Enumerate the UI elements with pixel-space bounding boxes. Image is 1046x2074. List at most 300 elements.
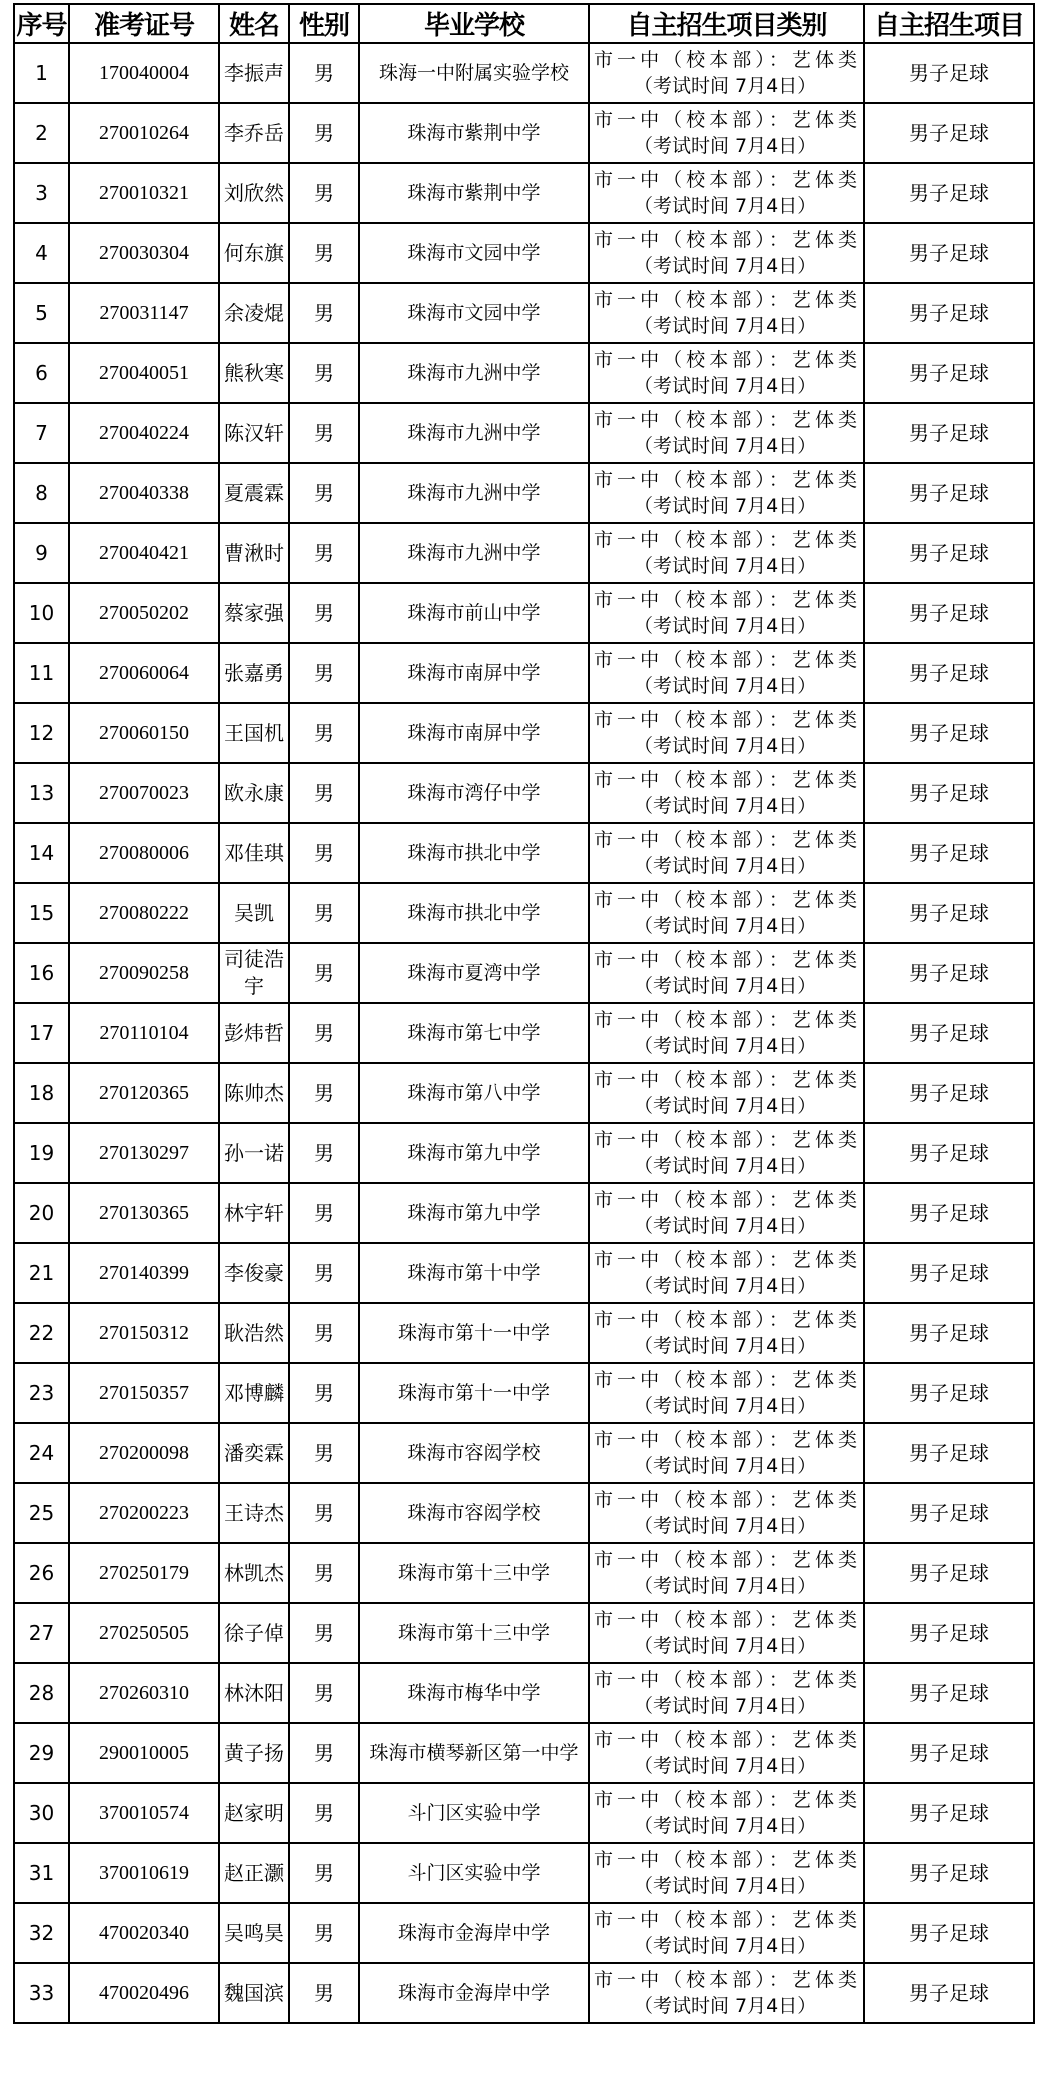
- cell-school: 珠海市容闳学校: [359, 1483, 589, 1543]
- cell-project: 男子足球: [864, 823, 1034, 883]
- category-line-2: （考试时间 7月4日）: [634, 1815, 817, 1837]
- table-row: [14, 1243, 1034, 1303]
- cell-project: 男子足球: [864, 1363, 1034, 1423]
- cell-category: [589, 223, 864, 283]
- cell-project: 男子足球: [864, 343, 1034, 403]
- table-row: [14, 1963, 1034, 2023]
- cell-category: [589, 1543, 864, 1603]
- cell-exam-no: 270140399: [69, 1243, 219, 1303]
- admission-roster-table: [13, 3, 1035, 2024]
- cell-school: 珠海市横琴新区第一中学: [359, 1723, 589, 1783]
- cell-school: 珠海市夏湾中学: [359, 943, 589, 1003]
- cell-school: 珠海市南屏中学: [359, 643, 589, 703]
- cell-project: 男子足球: [864, 1123, 1034, 1183]
- cell-seq: 23: [14, 1363, 69, 1423]
- category-line-2: （考试时间 7月4日）: [634, 1155, 817, 1177]
- table-row: [14, 1363, 1034, 1423]
- category-line-1: 市一中（校本部）：艺体类: [594, 1609, 857, 1631]
- category-line-2: （考试时间 7月4日）: [634, 1395, 817, 1417]
- cell-school: 珠海市拱北中学: [359, 883, 589, 943]
- category-line-2: （考试时间 7月4日）: [634, 1635, 817, 1657]
- cell-category: [589, 1423, 864, 1483]
- cell-project: 男子足球: [864, 883, 1034, 943]
- table-row: [14, 403, 1034, 463]
- cell-category: [589, 1363, 864, 1423]
- cell-exam-no: 270040421: [69, 523, 219, 583]
- cell-gender: 男: [289, 1063, 359, 1123]
- cell-name: 王诗杰: [219, 1483, 289, 1543]
- cell-project: 男子足球: [864, 943, 1034, 1003]
- category-line-2: （考试时间 7月4日）: [634, 1935, 817, 1957]
- cell-gender: 男: [289, 703, 359, 763]
- cell-seq: 20: [14, 1183, 69, 1243]
- category-line-1: 市一中（校本部）：艺体类: [594, 1849, 857, 1871]
- category-line-1: 市一中（校本部）：艺体类: [594, 229, 857, 251]
- cell-project: 男子足球: [864, 763, 1034, 823]
- cell-exam-no: 270200098: [69, 1423, 219, 1483]
- cell-seq: 11: [14, 643, 69, 703]
- category-line-1: 市一中（校本部）：艺体类: [594, 349, 857, 371]
- cell-school: 珠海市拱北中学: [359, 823, 589, 883]
- category-line-2: （考试时间 7月4日）: [634, 615, 817, 637]
- cell-category: [589, 1903, 864, 1963]
- category-line-1: 市一中（校本部）：艺体类: [594, 289, 857, 311]
- cell-school: 珠海市前山中学: [359, 583, 589, 643]
- cell-school: 珠海市第九中学: [359, 1123, 589, 1183]
- cell-seq: 19: [14, 1123, 69, 1183]
- cell-name: 魏国滨: [219, 1963, 289, 2023]
- cell-name: 孙一诺: [219, 1123, 289, 1183]
- category-line-2: （考试时间 7月4日）: [634, 495, 817, 517]
- category-line-1: 市一中（校本部）：艺体类: [594, 949, 857, 971]
- cell-exam-no: 270060064: [69, 643, 219, 703]
- cell-name: 刘欣然: [219, 163, 289, 223]
- cell-school: 珠海市九洲中学: [359, 463, 589, 523]
- cell-exam-no: 270050202: [69, 583, 219, 643]
- cell-exam-no: 270150357: [69, 1363, 219, 1423]
- cell-school: 珠海一中附属实验学校: [359, 43, 589, 103]
- cell-name: 吴凯: [219, 883, 289, 943]
- cell-gender: 男: [289, 1963, 359, 2023]
- category-line-1: 市一中（校本部）：艺体类: [594, 1009, 857, 1031]
- category-line-2: （考试时间 7月4日）: [634, 255, 817, 277]
- cell-exam-no: 270010264: [69, 103, 219, 163]
- cell-category: [589, 823, 864, 883]
- category-line-1: 市一中（校本部）：艺体类: [594, 1369, 857, 1391]
- category-line-2: （考试时间 7月4日）: [634, 1695, 817, 1717]
- cell-seq: 8: [14, 463, 69, 523]
- cell-exam-no: 270080222: [69, 883, 219, 943]
- cell-category: [589, 643, 864, 703]
- category-line-1: 市一中（校本部）：艺体类: [594, 1549, 857, 1571]
- cell-category: [589, 1303, 864, 1363]
- table-row: [14, 763, 1034, 823]
- cell-project: 男子足球: [864, 1063, 1034, 1123]
- cell-school: 珠海市容闳学校: [359, 1423, 589, 1483]
- cell-category: [589, 403, 864, 463]
- header-category: 自主招生项目类别: [589, 4, 864, 43]
- cell-exam-no: 270070023: [69, 763, 219, 823]
- cell-exam-no: 270030304: [69, 223, 219, 283]
- cell-school: 珠海市南屏中学: [359, 703, 589, 763]
- cell-gender: 男: [289, 463, 359, 523]
- category-line-1: 市一中（校本部）：艺体类: [594, 889, 857, 911]
- table-row: [14, 1843, 1034, 1903]
- cell-name: 赵家明: [219, 1783, 289, 1843]
- cell-project: 男子足球: [864, 223, 1034, 283]
- cell-gender: 男: [289, 1603, 359, 1663]
- cell-category: [589, 343, 864, 403]
- table-row: [14, 823, 1034, 883]
- table-row: [14, 883, 1034, 943]
- cell-category: [589, 703, 864, 763]
- cell-seq: 4: [14, 223, 69, 283]
- cell-name: 陈汉轩: [219, 403, 289, 463]
- cell-category: [589, 583, 864, 643]
- cell-seq: 25: [14, 1483, 69, 1543]
- cell-name: 林宇轩: [219, 1183, 289, 1243]
- cell-gender: 男: [289, 223, 359, 283]
- cell-project: 男子足球: [864, 1423, 1034, 1483]
- category-line-2: （考试时间 7月4日）: [634, 1215, 817, 1237]
- table-row: [14, 703, 1034, 763]
- category-line-2: （考试时间 7月4日）: [634, 1095, 817, 1117]
- category-line-2: （考试时间 7月4日）: [634, 855, 817, 877]
- cell-gender: 男: [289, 1303, 359, 1363]
- category-line-1: 市一中（校本部）：艺体类: [594, 829, 857, 851]
- cell-project: 男子足球: [864, 523, 1034, 583]
- cell-project: 男子足球: [864, 403, 1034, 463]
- table-row: [14, 943, 1034, 1003]
- cell-category: [589, 1663, 864, 1723]
- cell-seq: 9: [14, 523, 69, 583]
- category-line-2: （考试时间 7月4日）: [634, 1755, 817, 1777]
- cell-school: 珠海市梅华中学: [359, 1663, 589, 1723]
- cell-seq: 31: [14, 1843, 69, 1903]
- cell-project: 男子足球: [864, 1183, 1034, 1243]
- cell-school: 珠海市九洲中学: [359, 343, 589, 403]
- cell-exam-no: 270060150: [69, 703, 219, 763]
- category-line-1: 市一中（校本部）：艺体类: [594, 1309, 857, 1331]
- cell-category: [589, 283, 864, 343]
- cell-project: 男子足球: [864, 1723, 1034, 1783]
- cell-name: 曹湫时: [219, 523, 289, 583]
- cell-exam-no: 270010321: [69, 163, 219, 223]
- cell-category: [589, 103, 864, 163]
- cell-school: 珠海市文园中学: [359, 223, 589, 283]
- category-line-2: （考试时间 7月4日）: [634, 1335, 817, 1357]
- cell-project: 男子足球: [864, 163, 1034, 223]
- cell-name: 邓博麟: [219, 1363, 289, 1423]
- category-line-2: （考试时间 7月4日）: [634, 1995, 817, 2017]
- cell-project: 男子足球: [864, 703, 1034, 763]
- cell-category: [589, 1003, 864, 1063]
- category-line-2: （考试时间 7月4日）: [634, 135, 817, 157]
- cell-category: [589, 1123, 864, 1183]
- category-line-1: 市一中（校本部）：艺体类: [594, 1909, 857, 1931]
- cell-school: 珠海市第九中学: [359, 1183, 589, 1243]
- cell-seq: 22: [14, 1303, 69, 1363]
- cell-gender: 男: [289, 1543, 359, 1603]
- category-line-1: 市一中（校本部）：艺体类: [594, 1669, 857, 1691]
- cell-exam-no: 270260310: [69, 1663, 219, 1723]
- cell-seq: 33: [14, 1963, 69, 2023]
- category-line-2: （考试时间 7月4日）: [634, 315, 817, 337]
- table-row: [14, 1303, 1034, 1363]
- category-line-2: （考试时间 7月4日）: [634, 735, 817, 757]
- category-line-2: （考试时间 7月4日）: [634, 1875, 817, 1897]
- cell-category: [589, 1063, 864, 1123]
- category-line-1: 市一中（校本部）：艺体类: [594, 1069, 857, 1091]
- category-line-1: 市一中（校本部）：艺体类: [594, 709, 857, 731]
- table-row: [14, 1063, 1034, 1123]
- cell-name: 李乔岳: [219, 103, 289, 163]
- cell-seq: 10: [14, 583, 69, 643]
- cell-project: 男子足球: [864, 283, 1034, 343]
- cell-category: [589, 1963, 864, 2023]
- cell-name: 徐子倬: [219, 1603, 289, 1663]
- header-seq: 序号: [14, 4, 69, 43]
- table-row: [14, 1123, 1034, 1183]
- category-line-1: 市一中（校本部）：艺体类: [594, 1969, 857, 1991]
- category-line-2: （考试时间 7月4日）: [634, 795, 817, 817]
- cell-school: 珠海市第十三中学: [359, 1603, 589, 1663]
- cell-name: 陈帅杰: [219, 1063, 289, 1123]
- cell-name: 李俊豪: [219, 1243, 289, 1303]
- header-project: 自主招生项目: [864, 4, 1034, 43]
- cell-name: 欧永康: [219, 763, 289, 823]
- table-row: [14, 1183, 1034, 1243]
- category-line-1: 市一中（校本部）：艺体类: [594, 529, 857, 551]
- category-line-1: 市一中（校本部）：艺体类: [594, 1129, 857, 1151]
- cell-seq: 13: [14, 763, 69, 823]
- cell-exam-no: 270130365: [69, 1183, 219, 1243]
- cell-seq: 2: [14, 103, 69, 163]
- cell-gender: 男: [289, 943, 359, 1003]
- header-school: 毕业学校: [359, 4, 589, 43]
- cell-school: 珠海市第七中学: [359, 1003, 589, 1063]
- table-row: [14, 523, 1034, 583]
- cell-name: 蔡家强: [219, 583, 289, 643]
- category-line-2: （考试时间 7月4日）: [634, 435, 817, 457]
- cell-name: 邓佳琪: [219, 823, 289, 883]
- category-line-1: 市一中（校本部）：艺体类: [594, 769, 857, 791]
- header-name: 姓名: [219, 4, 289, 43]
- category-line-2: （考试时间 7月4日）: [634, 675, 817, 697]
- cell-category: [589, 1243, 864, 1303]
- category-line-2: （考试时间 7月4日）: [634, 975, 817, 997]
- category-line-2: （考试时间 7月4日）: [634, 555, 817, 577]
- cell-category: [589, 1603, 864, 1663]
- cell-project: 男子足球: [864, 1243, 1034, 1303]
- cell-exam-no: 170040004: [69, 43, 219, 103]
- cell-exam-no: 270090258: [69, 943, 219, 1003]
- header-row: [14, 4, 1034, 43]
- table-row: [14, 43, 1034, 103]
- cell-school: 珠海市第十中学: [359, 1243, 589, 1303]
- cell-seq: 32: [14, 1903, 69, 1963]
- table-row: [14, 283, 1034, 343]
- cell-gender: 男: [289, 1783, 359, 1843]
- cell-seq: 5: [14, 283, 69, 343]
- table-body: [14, 43, 1034, 2023]
- cell-project: 男子足球: [864, 1783, 1034, 1843]
- cell-category: [589, 523, 864, 583]
- cell-gender: 男: [289, 43, 359, 103]
- category-line-1: 市一中（校本部）：艺体类: [594, 49, 857, 71]
- cell-seq: 6: [14, 343, 69, 403]
- cell-project: 男子足球: [864, 1963, 1034, 2023]
- cell-exam-no: 270150312: [69, 1303, 219, 1363]
- cell-project: 男子足球: [864, 1003, 1034, 1063]
- cell-school: 珠海市湾仔中学: [359, 763, 589, 823]
- table-row: [14, 583, 1034, 643]
- table-row: [14, 1003, 1034, 1063]
- cell-project: 男子足球: [864, 1483, 1034, 1543]
- cell-school: 珠海市第八中学: [359, 1063, 589, 1123]
- category-line-1: 市一中（校本部）：艺体类: [594, 1189, 857, 1211]
- cell-gender: 男: [289, 1123, 359, 1183]
- cell-seq: 16: [14, 943, 69, 1003]
- cell-gender: 男: [289, 583, 359, 643]
- cell-name: 王国机: [219, 703, 289, 763]
- cell-seq: 21: [14, 1243, 69, 1303]
- cell-category: [589, 1723, 864, 1783]
- table-row: [14, 463, 1034, 523]
- category-line-1: 市一中（校本部）：艺体类: [594, 589, 857, 611]
- cell-gender: 男: [289, 163, 359, 223]
- cell-exam-no: 270110104: [69, 1003, 219, 1063]
- cell-category: [589, 463, 864, 523]
- cell-name: 林沐阳: [219, 1663, 289, 1723]
- category-line-2: （考试时间 7月4日）: [634, 375, 817, 397]
- table-header: [14, 4, 1034, 43]
- cell-seq: 26: [14, 1543, 69, 1603]
- table-row: [14, 1543, 1034, 1603]
- cell-seq: 7: [14, 403, 69, 463]
- cell-gender: 男: [289, 103, 359, 163]
- cell-gender: 男: [289, 1843, 359, 1903]
- cell-exam-no: 270200223: [69, 1483, 219, 1543]
- cell-seq: 14: [14, 823, 69, 883]
- cell-seq: 29: [14, 1723, 69, 1783]
- cell-gender: 男: [289, 1903, 359, 1963]
- cell-name: 李振声: [219, 43, 289, 103]
- cell-category: [589, 883, 864, 943]
- header-gender: 性别: [289, 4, 359, 43]
- table-row: [14, 643, 1034, 703]
- cell-gender: 男: [289, 343, 359, 403]
- category-line-2: （考试时间 7月4日）: [634, 915, 817, 937]
- table-row: [14, 1483, 1034, 1543]
- table-row: [14, 343, 1034, 403]
- cell-seq: 12: [14, 703, 69, 763]
- cell-gender: 男: [289, 643, 359, 703]
- cell-gender: 男: [289, 403, 359, 463]
- cell-exam-no: 270250179: [69, 1543, 219, 1603]
- cell-school: 珠海市九洲中学: [359, 403, 589, 463]
- cell-exam-no: 270120365: [69, 1063, 219, 1123]
- cell-category: [589, 43, 864, 103]
- cell-seq: 30: [14, 1783, 69, 1843]
- cell-exam-no: 270040338: [69, 463, 219, 523]
- cell-seq: 24: [14, 1423, 69, 1483]
- cell-category: [589, 1483, 864, 1543]
- category-line-1: 市一中（校本部）：艺体类: [594, 1489, 857, 1511]
- cell-seq: 27: [14, 1603, 69, 1663]
- category-line-1: 市一中（校本部）：艺体类: [594, 109, 857, 131]
- table-row: [14, 223, 1034, 283]
- cell-gender: 男: [289, 1663, 359, 1723]
- cell-exam-no: 270080006: [69, 823, 219, 883]
- cell-exam-no: 470020496: [69, 1963, 219, 2023]
- cell-exam-no: 470020340: [69, 1903, 219, 1963]
- cell-exam-no: 270031147: [69, 283, 219, 343]
- cell-name: 司徒浩宇: [219, 943, 289, 1003]
- cell-project: 男子足球: [864, 1603, 1034, 1663]
- cell-name: 吴鸣昊: [219, 1903, 289, 1963]
- cell-category: [589, 1783, 864, 1843]
- category-line-1: 市一中（校本部）：艺体类: [594, 649, 857, 671]
- cell-category: [589, 763, 864, 823]
- cell-seq: 18: [14, 1063, 69, 1123]
- cell-school: 珠海市金海岸中学: [359, 1903, 589, 1963]
- cell-category: [589, 943, 864, 1003]
- cell-seq: 28: [14, 1663, 69, 1723]
- cell-school: 珠海市九洲中学: [359, 523, 589, 583]
- table-row: [14, 163, 1034, 223]
- cell-seq: 15: [14, 883, 69, 943]
- cell-gender: 男: [289, 1003, 359, 1063]
- cell-name: 黄子扬: [219, 1723, 289, 1783]
- cell-gender: 男: [289, 283, 359, 343]
- cell-exam-no: 370010619: [69, 1843, 219, 1903]
- cell-exam-no: 370010574: [69, 1783, 219, 1843]
- cell-name: 何东旗: [219, 223, 289, 283]
- cell-gender: 男: [289, 1423, 359, 1483]
- cell-project: 男子足球: [864, 583, 1034, 643]
- cell-gender: 男: [289, 823, 359, 883]
- cell-project: 男子足球: [864, 1903, 1034, 1963]
- cell-school: 珠海市文园中学: [359, 283, 589, 343]
- cell-gender: 男: [289, 1723, 359, 1783]
- cell-name: 夏震霖: [219, 463, 289, 523]
- cell-category: [589, 1183, 864, 1243]
- table-row: [14, 103, 1034, 163]
- cell-school: 斗门区实验中学: [359, 1843, 589, 1903]
- cell-project: 男子足球: [864, 43, 1034, 103]
- cell-seq: 3: [14, 163, 69, 223]
- cell-project: 男子足球: [864, 463, 1034, 523]
- category-line-1: 市一中（校本部）：艺体类: [594, 1429, 857, 1451]
- cell-gender: 男: [289, 1243, 359, 1303]
- cell-school: 珠海市紫荆中学: [359, 103, 589, 163]
- cell-school: 珠海市金海岸中学: [359, 1963, 589, 2023]
- cell-project: 男子足球: [864, 643, 1034, 703]
- cell-gender: 男: [289, 1483, 359, 1543]
- cell-school: 珠海市第十一中学: [359, 1363, 589, 1423]
- category-line-2: （考试时间 7月4日）: [634, 1455, 817, 1477]
- category-line-2: （考试时间 7月4日）: [634, 195, 817, 217]
- category-line-1: 市一中（校本部）：艺体类: [594, 1249, 857, 1271]
- cell-name: 彭炜哲: [219, 1003, 289, 1063]
- cell-seq: 17: [14, 1003, 69, 1063]
- table-row: [14, 1723, 1034, 1783]
- cell-exam-no: 270250505: [69, 1603, 219, 1663]
- cell-project: 男子足球: [864, 1843, 1034, 1903]
- category-line-1: 市一中（校本部）：艺体类: [594, 1729, 857, 1751]
- cell-project: 男子足球: [864, 1543, 1034, 1603]
